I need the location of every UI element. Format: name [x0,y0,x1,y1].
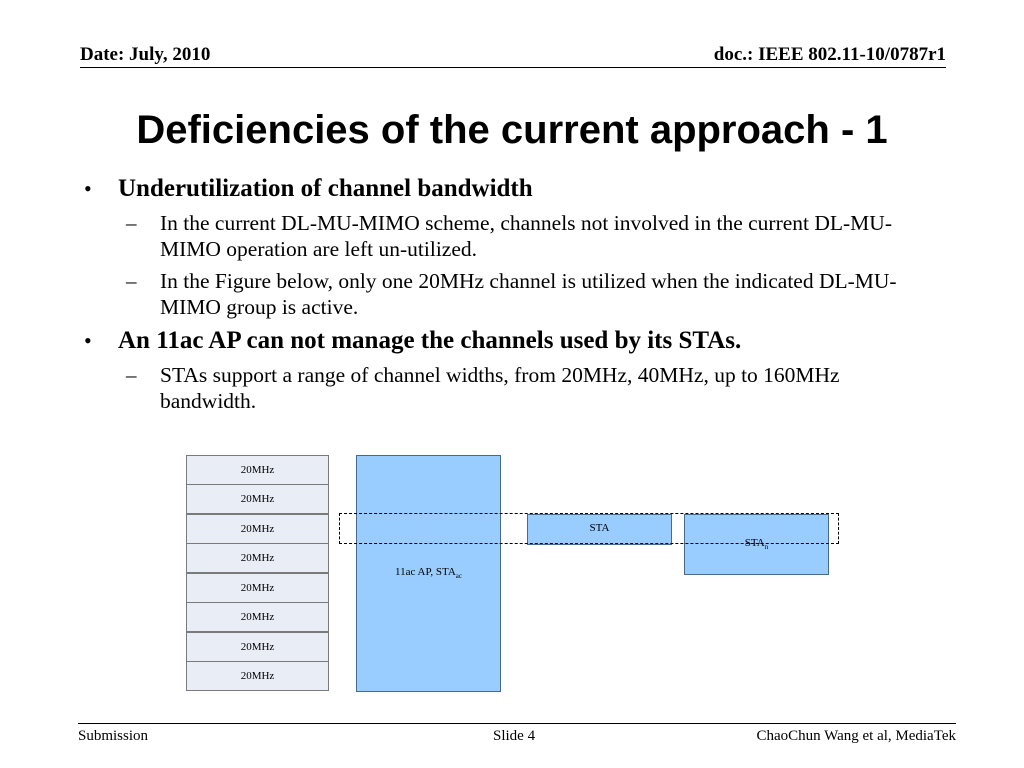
sub-bullet-marker: – [126,269,137,293]
sta-n-label-text: STA [744,537,765,549]
sub-bullet-2 [126,268,944,320]
bullet-2 [84,326,944,356]
sub-bullet-text: STAs support a range of channel widths, from 20MHz, 40MHz, up to 160MHz bandwidth. [160,363,840,413]
ap-label-text: 11ac AP, STA [395,566,456,578]
bullet-marker: • [84,176,92,201]
header-date: Date: July, 2010 [80,44,211,65]
sub-bullet-3 [126,362,944,414]
sta-box: STA [527,514,672,545]
ap-label [357,566,500,580]
channel-box: 20MHz [186,514,329,544]
bullet-1 [84,174,944,204]
active-channel-outline [339,513,839,544]
channel-box: 20MHz [186,632,329,662]
slide-title: Deficiencies of the current approach - 1 [136,108,888,152]
sta-n-label-sub: n [764,543,769,552]
channel-box: 20MHz [186,543,329,573]
channel-box: 20MHz [186,455,329,485]
bullet-text: Underutilization of channel bandwidth [118,175,533,202]
footer-author: ChaoChun Wang et al, MediaTek [756,728,956,744]
sta-n-box [684,514,829,575]
footer-rule [78,723,956,724]
channel-box: 20MHz [186,573,329,603]
sta-n-label [685,537,828,551]
footer-slide-number: Slide 4 [493,728,536,744]
ap-label-sub: ac [455,572,462,581]
sub-bullet-marker: – [126,363,137,387]
header-rule [80,67,946,68]
channel-box: 20MHz [186,484,329,514]
ap-box [356,455,501,692]
sub-bullet-text: In the Figure below, only one 20MHz channel is utilized when the indicated DL-MU-MIMO group is active. [160,269,897,319]
bullet-marker: • [84,328,92,353]
bullet-list [84,172,944,414]
sub-bullet-1 [126,210,944,262]
bullet-text: An 11ac AP can not manage the channels used by its STAs. [118,327,742,354]
channel-box: 20MHz [186,661,329,691]
channel-box: 20MHz [186,602,329,632]
sub-bullet-marker: – [126,211,137,235]
header-doc-id: doc.: IEEE 802.11-10/0787r1 [713,44,946,65]
sub-bullet-text: In the current DL-MU-MIMO scheme, channels not involved in the current DL-MU-MIMO operation are left un-utilized. [160,211,892,261]
footer-submission: Submission [78,728,149,744]
